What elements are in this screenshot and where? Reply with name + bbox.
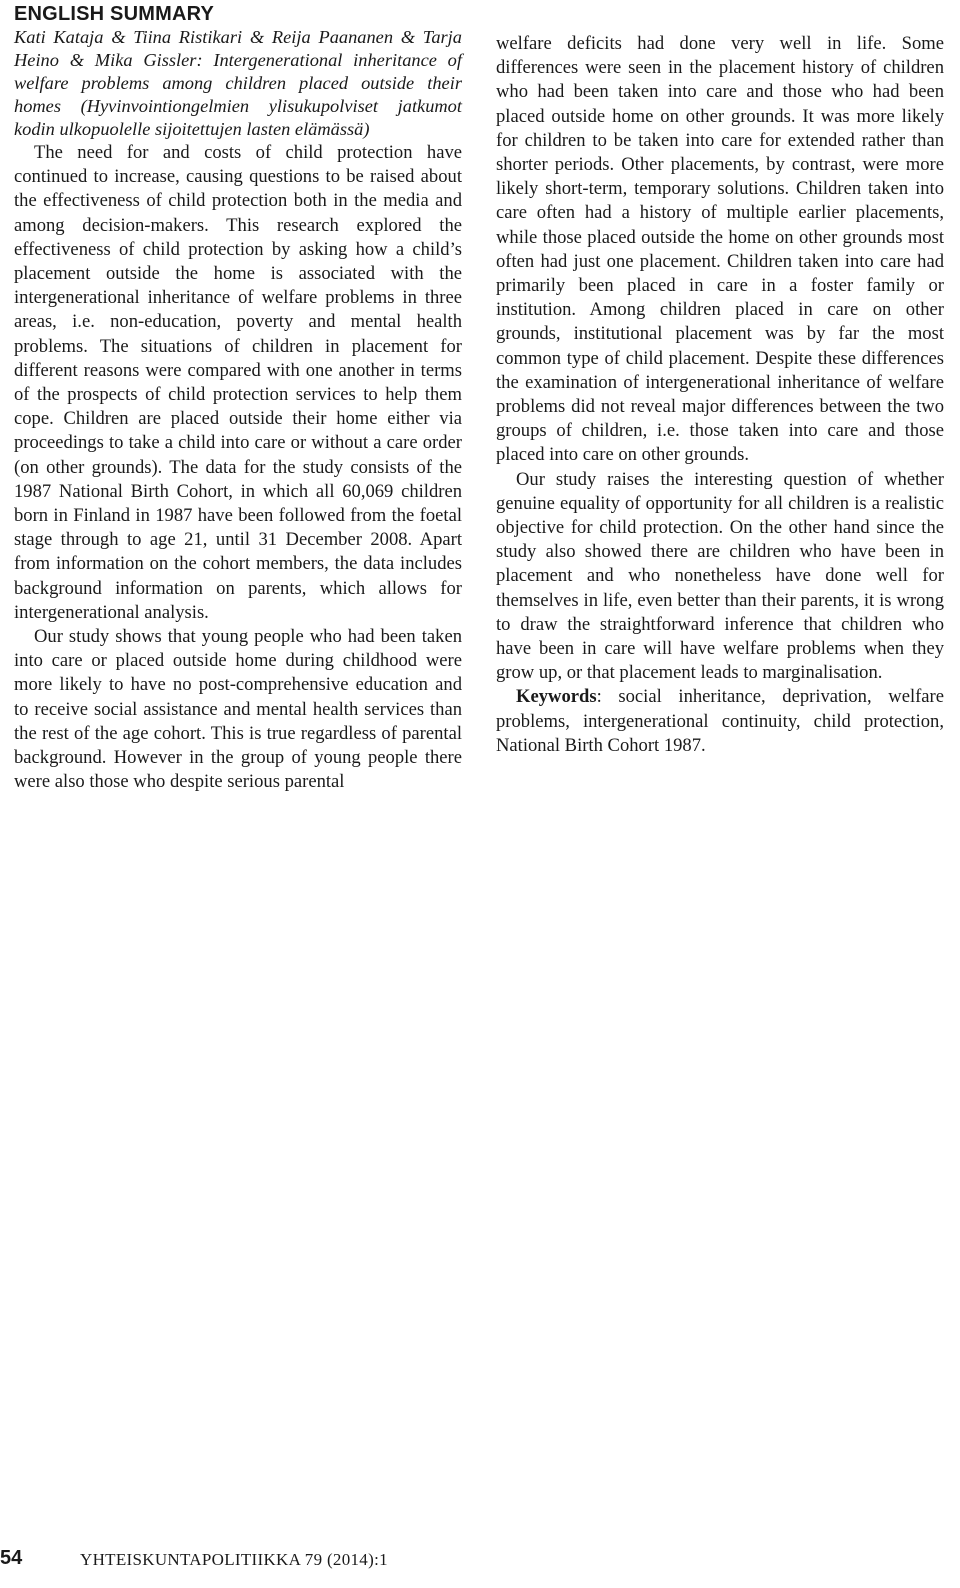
keywords-paragraph — [496, 685, 944, 758]
page-number: 54 — [0, 1547, 23, 1569]
right-column — [496, 32, 944, 758]
body-paragraph: welfare deficits had done very well in life. Some differences were seen in the placement history of children who had been taken into care and those who had been placed outside home on other grounds. It was more likely for children to be taken into care for extended rather than shorter periods. Other placements, by contrast, were more likely short-term, temporary solutions. Children taken into care often had a history of multiple earlier placements, while those placed outside the home on other grounds most often had just one placement. Children taken into care had primarily been placed in care in a foster family or institution. Among children placed in care on other grounds, institutional placement was by far the most common type of child placement. Despite these differences the examination of intergenerational inheritance of welfare problems did not reveal major differences between the two groups of children, i.e. those taken into care and those placed into care on other grounds. — [496, 33, 944, 466]
left-column — [14, 2, 462, 794]
journal-reference: YHTEISKUNTAPOLITIIKKA 79 (2014):1 — [80, 1550, 388, 1569]
body-paragraph: Our study raises the interesting question of whether genuine equality of opportunity for all children is a realistic objective for child protection. On the other hand since the study also showed there are children who have been in placement and who nonetheless have done well for themselves in life, even better than their parents, it is wrong to draw the straightforward inference that children who have been in care will have welfare problems when they grow up, or that placement leads to marginalisation. — [496, 468, 944, 684]
body-paragraph: The need for and costs of child protection have continued to increase, causing questions to be raised about the effectiveness of child protection both in the media and among decision-makers. This research explored the effectiveness of child protection by asking how a child’s placement outside the home is associated with the intergenerational inheritance of welfare problems in three areas, i.e. non-education, poverty and mental health problems. The situations of children in placement for different reasons were compared with one another in terms of the prospects of child protection services to help them cope. Children are placed outside their home either via proceedings to take a child into care or without a care order (on other grounds). The data for the study consists of the 1987 National Birth Cohort, in which all 60,069 children born in Finland in 1987 have been followed from the foetal stage through to age 21, until 31 December 2008. Apart from information on the cohort members, the data includes background information on parents, which allows for intergenerational analysis. — [14, 142, 462, 623]
section-heading: ENGLISH SUMMARY — [14, 3, 215, 25]
keywords-text: : social inheritance, deprivation, welfare problems, intergenerational continuity, child protection, National Birth Cohort 1987. — [496, 686, 944, 756]
body-paragraph: Our study shows that young people who had been taken into care or placed outside home during childhood were more likely to have no post-comprehensive education and to receive social assistance and mental health services than the rest of the age cohort. This is true regardless of parental background. However in the group of young people there were also those who despite serious parental — [14, 626, 462, 793]
keywords-label: Keywords — [516, 686, 597, 708]
article-citation: Kati Kataja & Tiina Ristikari & Reija Paananen & Tarja Heino & Mika Gissler: Intergenerational inheritance of welfare problems among children placed outside their homes (Hyvinvointiongelmien ylisukupolviset jatkumot kodin ulkopuolelle sijoitettujen lasten elämässä) — [14, 27, 462, 139]
page-footer — [0, 1545, 960, 1575]
